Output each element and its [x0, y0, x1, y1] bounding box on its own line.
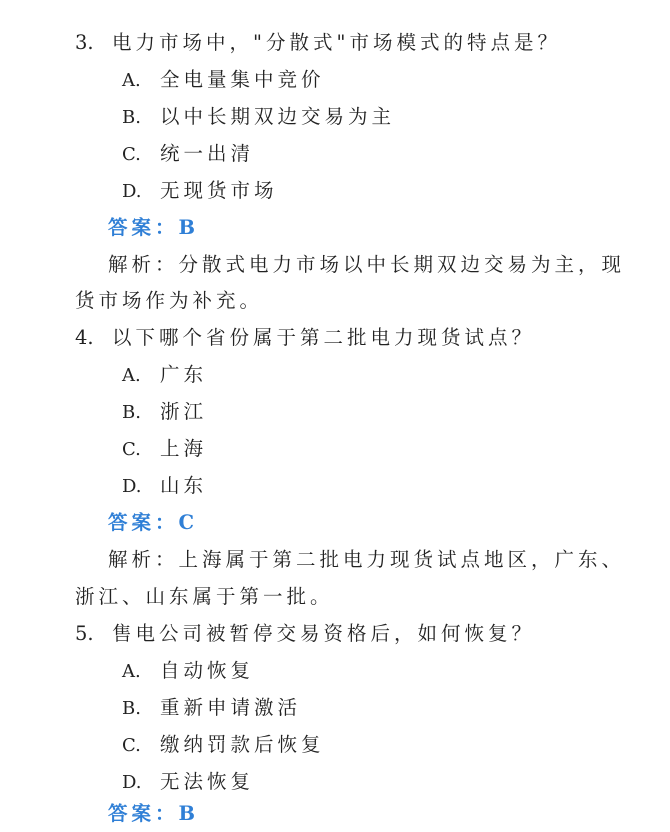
option-letter: B.	[122, 698, 141, 719]
q3-option-d	[0, 172, 670, 209]
question-text: 售电公司被暂停交易资格后，如何恢复？	[112, 622, 536, 645]
option-letter: D.	[122, 772, 142, 793]
q4-explanation-line-1: 解析：上海属于第二批电力现货试点地区，广东、	[108, 548, 626, 571]
q3-explanation-line-1: 解析：分散式电力市场以中长期双边交易为主，现	[108, 253, 626, 276]
option-letter: D.	[122, 181, 142, 202]
option-text: 无法恢复	[160, 770, 255, 793]
question-4	[0, 319, 670, 356]
q4-option-d	[0, 467, 670, 504]
option-text: 浙江	[160, 400, 208, 423]
option-letter: B.	[122, 107, 141, 128]
question-text: 电力市场中，"分散式"市场模式的特点是？	[112, 31, 561, 54]
option-letter: A.	[122, 661, 141, 682]
option-letter: B.	[122, 402, 141, 423]
q5-option-b	[0, 689, 670, 726]
q5-answer: 答案：B	[108, 802, 199, 825]
option-letter: A.	[122, 70, 141, 91]
option-text: 重新申请激活	[160, 696, 302, 719]
q3-answer: 答案：B	[108, 216, 199, 239]
question-3	[0, 24, 670, 61]
q4-option-a	[0, 356, 670, 393]
q3-option-b	[0, 98, 670, 135]
question-5	[0, 615, 670, 652]
option-text: 无现货市场	[160, 179, 278, 202]
option-text: 广东	[160, 363, 208, 386]
q4-answer: 答案：C	[108, 511, 199, 534]
option-letter: D.	[122, 476, 142, 497]
q4-explanation-line-2: 浙江、山东属于第一批。	[75, 585, 334, 608]
option-text: 以中长期双边交易为主	[160, 105, 396, 128]
question-number: 4.	[75, 326, 94, 349]
option-letter: A.	[122, 365, 141, 386]
option-text: 统一出清	[160, 142, 255, 165]
option-text: 自动恢复	[160, 659, 255, 682]
option-text: 山东	[160, 474, 208, 497]
q4-option-b	[0, 393, 670, 430]
question-number: 5.	[75, 622, 94, 645]
option-text: 全电量集中竞价	[160, 68, 325, 91]
option-letter: C.	[122, 439, 141, 460]
option-letter: C.	[122, 144, 141, 165]
option-text: 上海	[160, 437, 208, 460]
q3-explanation-line-2: 货市场作为补充。	[75, 289, 264, 312]
option-letter: C.	[122, 735, 141, 756]
q4-option-c	[0, 430, 670, 467]
q3-option-a	[0, 61, 670, 98]
question-number: 3.	[75, 31, 94, 54]
q5-option-c	[0, 726, 670, 763]
option-text: 缴纳罚款后恢复	[160, 733, 325, 756]
q5-option-a	[0, 652, 670, 689]
q3-option-c	[0, 135, 670, 172]
question-text: 以下哪个省份属于第二批电力现货试点？	[112, 326, 536, 349]
